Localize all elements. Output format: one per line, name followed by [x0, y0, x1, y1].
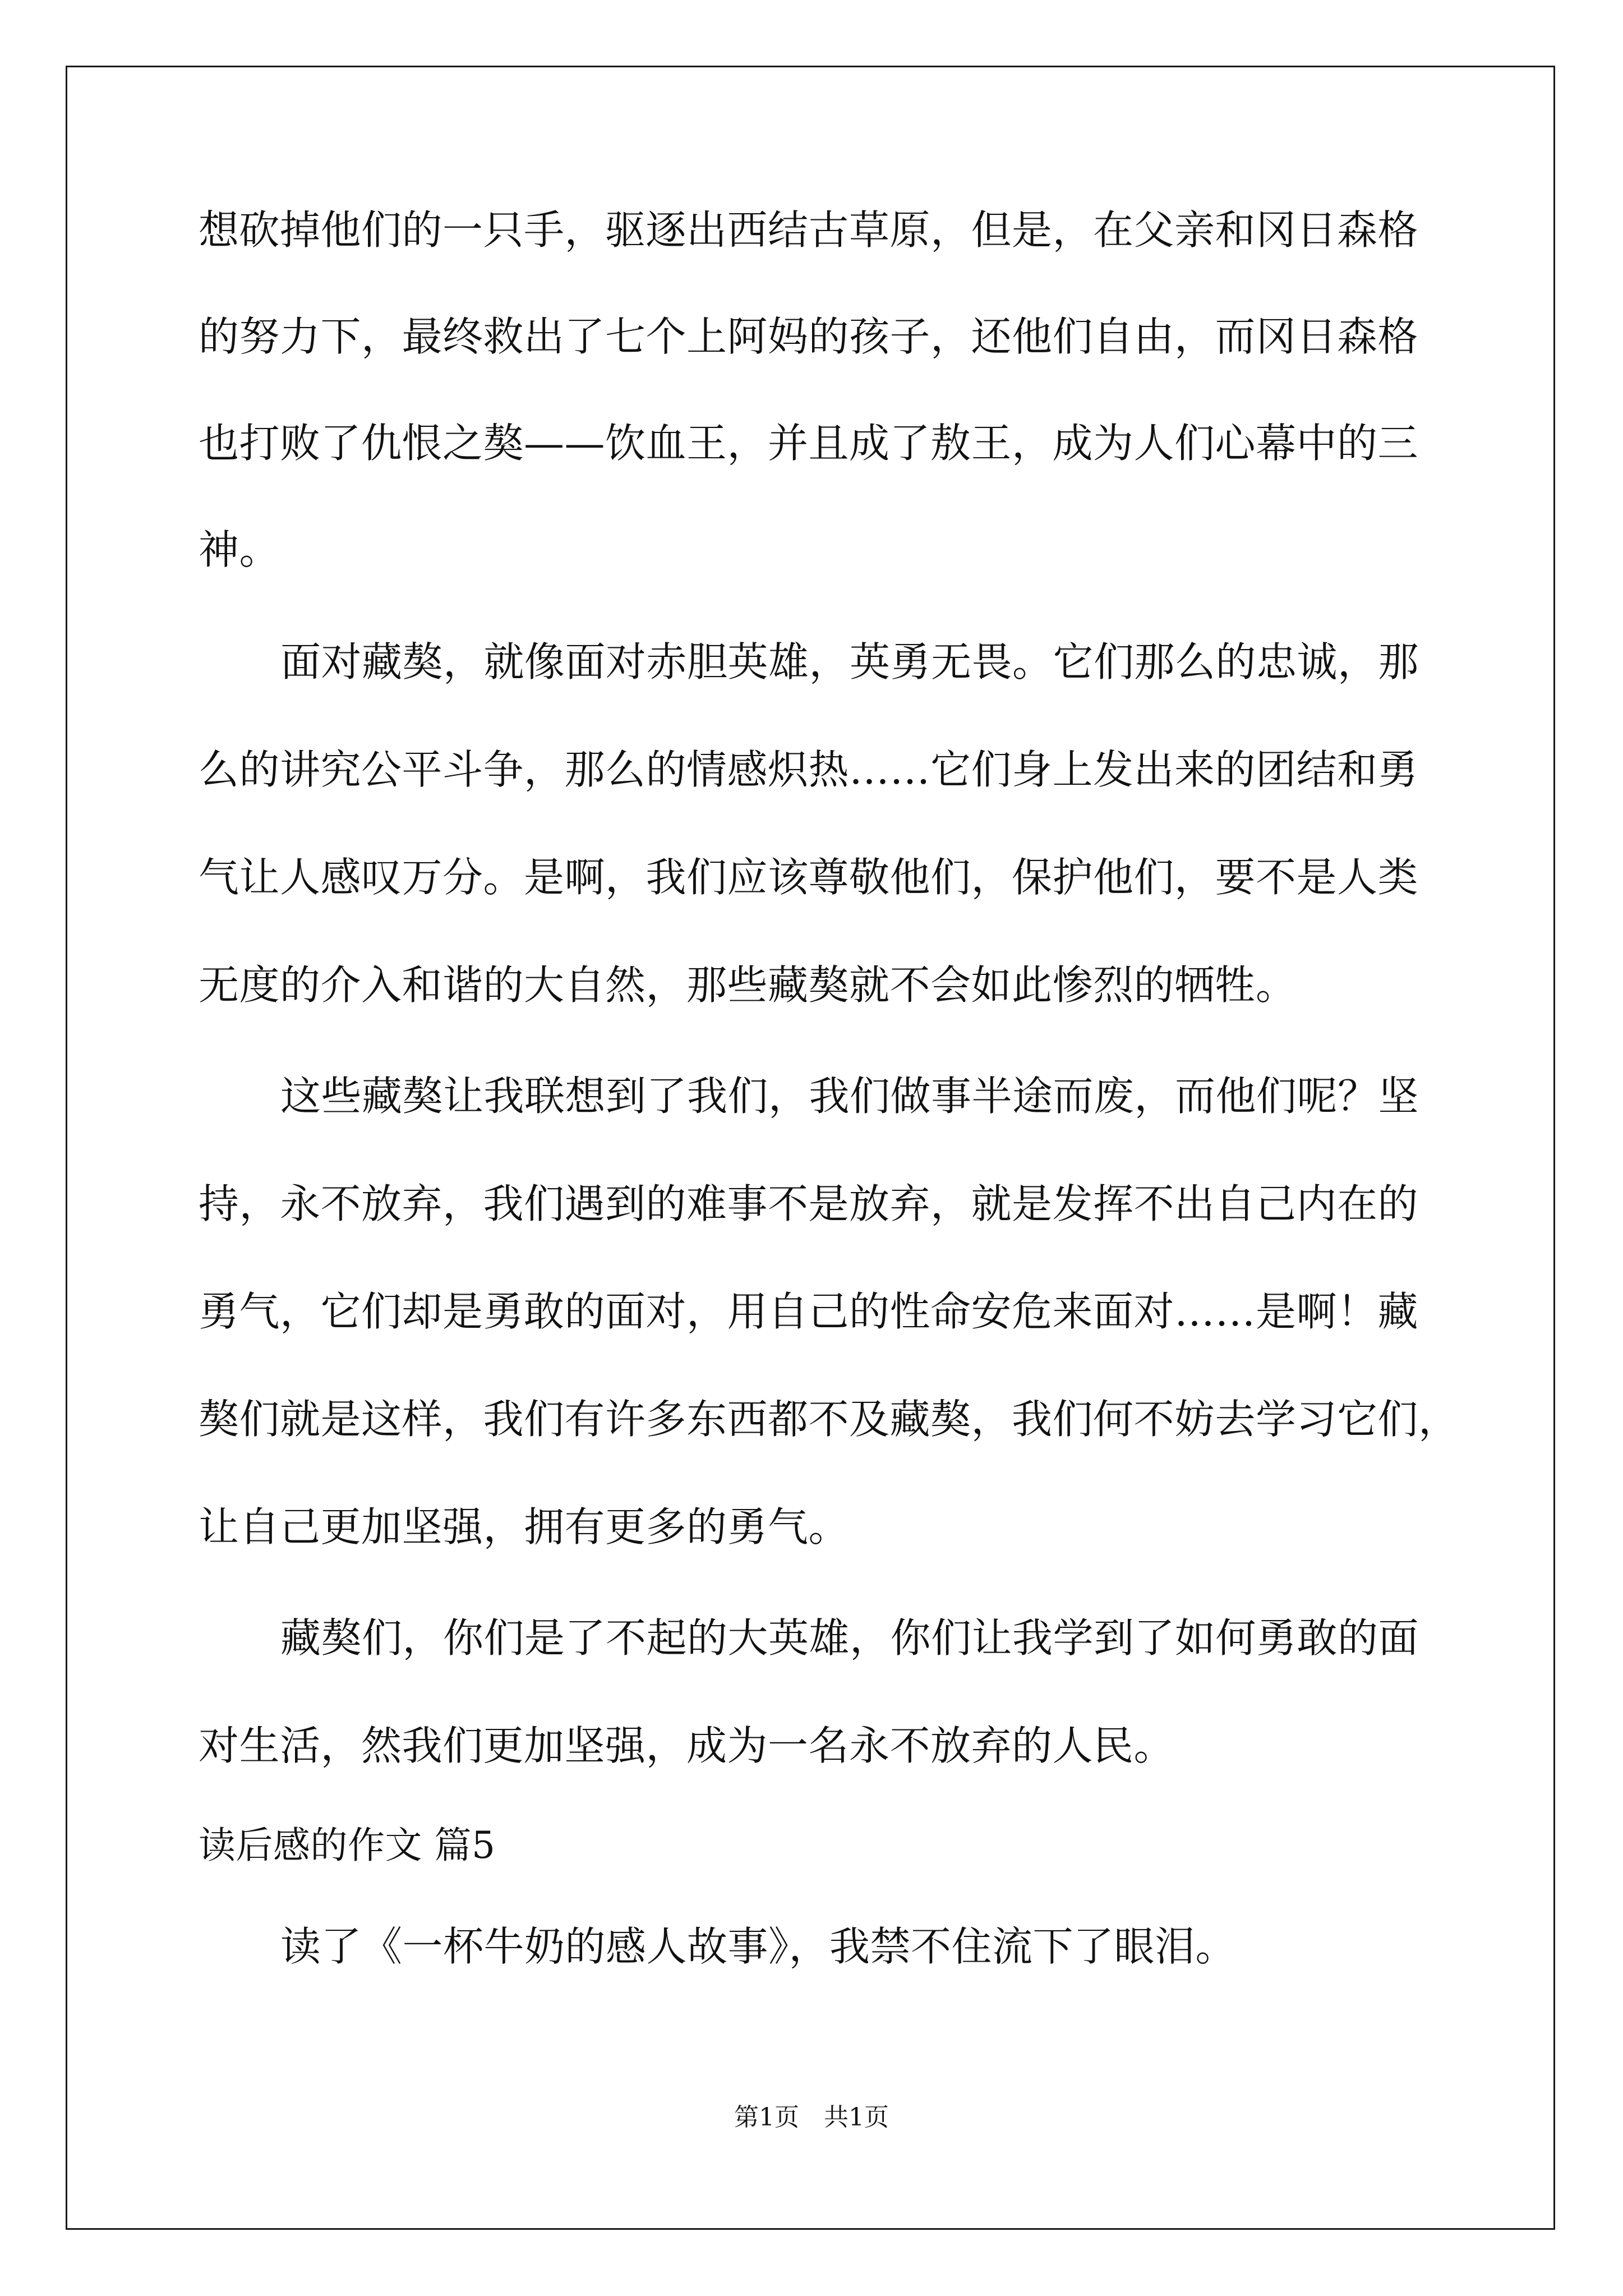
page-number-footer: 第1页 共1页 — [734, 2103, 889, 2132]
text-line: 持，永不放弃，我们遇到的难事不是放弃，就是发挥不出自己内在的 — [199, 1180, 1419, 1227]
text-line: 么的讲究公平斗争，那么的情感炽热……它们身上发出来的团结和勇 — [199, 746, 1419, 793]
text-line: 神。 — [199, 526, 280, 573]
text-line: 面对藏獒，就像面对赤胆英雄，英勇无畏。它们那么的忠诚，那 — [280, 638, 1419, 685]
section-heading: 读后感的作文 篇5 — [199, 1824, 496, 1867]
text-line: 的努力下，最终救出了七个上阿妈的孩子，还他们自由，而冈日森格 — [199, 313, 1419, 360]
text-line: 气让人感叹万分。是啊，我们应该尊敬他们，保护他们，要不是人类 — [199, 854, 1419, 901]
page-border — [66, 66, 1555, 2230]
text-line: 也打败了仇恨之獒——饮血王，并且成了敖王，成为人们心幕中的三 — [199, 420, 1419, 467]
text-line: 让自己更加坚强，拥有更多的勇气。 — [199, 1503, 850, 1550]
text-line: 勇气，它们却是勇敢的面对，用自己的性命安危来面对……是啊！藏 — [199, 1288, 1419, 1335]
text-line: 无度的介入和谐的大自然，那些藏獒就不会如此惨烈的牺牲。 — [199, 961, 1297, 1009]
text-line: 獒们就是这样，我们有许多东西都不及藏獒，我们何不妨去学习它们， — [199, 1396, 1459, 1443]
text-line: 读了《一杯牛奶的感人故事》，我禁不住流下了眼泪。 — [280, 1923, 1237, 1970]
text-line: 藏獒们，你们是了不起的大英雄，你们让我学到了如何勇敢的面 — [280, 1614, 1419, 1662]
text-line: 这些藏獒让我联想到了我们，我们做事半途而废，而他们呢？坚 — [280, 1073, 1419, 1120]
text-line: 对生活，然我们更加坚强，成为一名永不放弃的人民。 — [199, 1722, 1175, 1769]
text-line: 想砍掉他们的一只手，驱逐出西结古草原，但是，在父亲和冈日森格 — [199, 206, 1419, 254]
